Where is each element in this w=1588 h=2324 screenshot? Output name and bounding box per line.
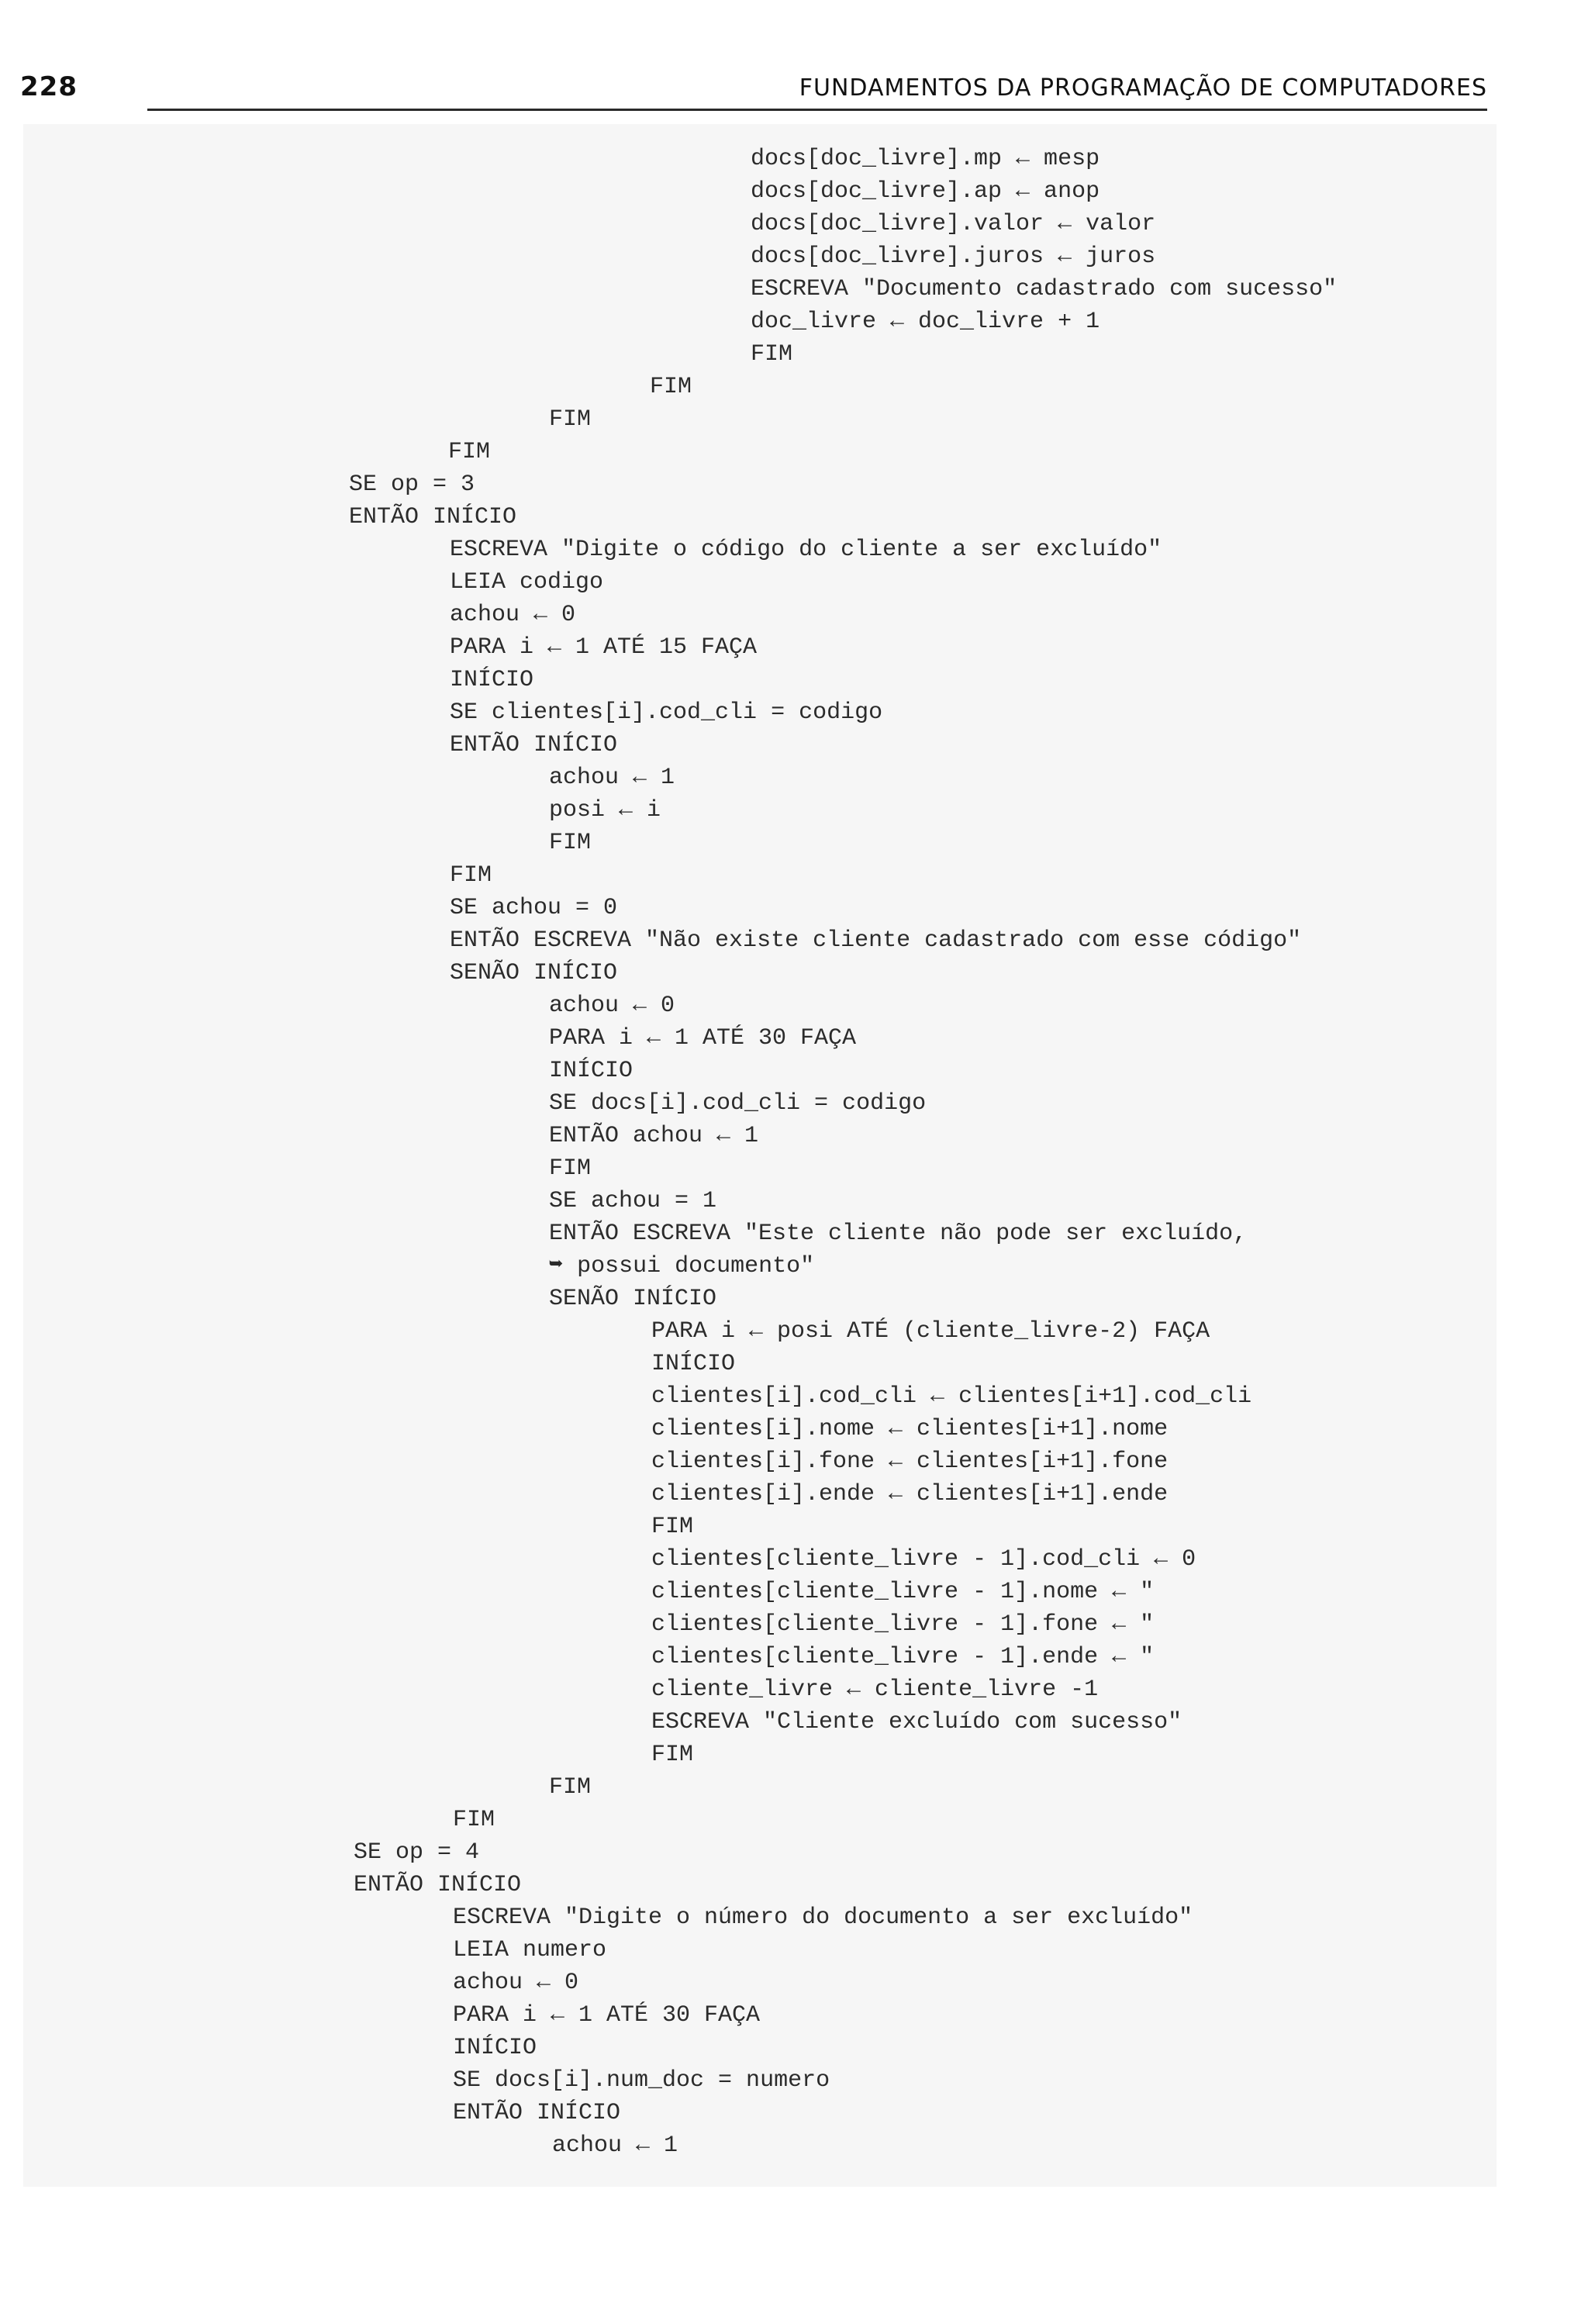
- code-line: SENÃO INÍCIO: [450, 960, 618, 986]
- code-line: clientes[cliente_livre - 1].nome ← ": [651, 1579, 1155, 1605]
- code-line: ESCREVA "Documento cadastrado com sucesso": [751, 276, 1338, 302]
- code-line: SE op = 3: [349, 471, 475, 498]
- code-line: SE docs[i].num_doc = numero: [453, 2067, 830, 2094]
- code-line: PARA i ← posi ATÉ (cliente_livre-2) FAÇA: [651, 1318, 1210, 1345]
- code-line: FIM: [450, 862, 492, 889]
- code-line: clientes[cliente_livre - 1].fone ← ": [651, 1611, 1155, 1638]
- code-line: INÍCIO: [450, 667, 534, 693]
- code-line: ENTÃO ESCREVA "Este cliente não pode ser excluído,: [549, 1221, 1248, 1247]
- code-line: FIM: [453, 1807, 495, 1833]
- code-line: ENTÃO INÍCIO: [354, 1872, 522, 1898]
- code-line: ➥ possui documento": [549, 1253, 815, 1279]
- code-background: [23, 124, 1497, 2187]
- code-line: clientes[cliente_livre - 1].cod_cli ← 0: [651, 1546, 1196, 1573]
- code-line: FIM: [651, 1514, 694, 1540]
- code-line: achou ← 1: [549, 765, 675, 791]
- code-line: FIM: [751, 341, 793, 368]
- code-line: posi ← i: [549, 797, 661, 824]
- code-line: FIM: [650, 374, 692, 400]
- code-line: ENTÃO INÍCIO: [349, 504, 517, 530]
- code-line: SE clientes[i].cod_cli = codigo: [450, 699, 883, 726]
- code-line: INÍCIO: [549, 1058, 633, 1084]
- code-line: clientes[cliente_livre - 1].ende ← ": [651, 1644, 1155, 1670]
- code-line: ENTÃO achou ← 1: [549, 1123, 759, 1149]
- code-line: cliente_livre ← cliente_livre -1: [651, 1677, 1099, 1703]
- code-line: FIM: [651, 1742, 694, 1768]
- code-line: achou ← 0: [450, 602, 576, 628]
- code-line: SENÃO INÍCIO: [549, 1286, 717, 1312]
- code-line: SE achou = 1: [549, 1188, 717, 1214]
- page-number: 228: [20, 71, 78, 102]
- code-line: LEIA codigo: [450, 569, 604, 596]
- code-line: SE docs[i].cod_cli = codigo: [549, 1090, 927, 1117]
- code-line: INÍCIO: [651, 1351, 736, 1377]
- code-line: LEIA numero: [453, 1937, 607, 1963]
- code-line: SE op = 4: [354, 1839, 480, 1866]
- running-head: FUNDAMENTOS DA PROGRAMAÇÃO DE COMPUTADORES: [799, 74, 1487, 102]
- code-line: doc_livre ← doc_livre + 1: [751, 309, 1100, 335]
- code-line: ENTÃO INÍCIO: [453, 2100, 621, 2126]
- code-line: FIM: [549, 830, 592, 856]
- code-line: ENTÃO INÍCIO: [450, 732, 618, 758]
- code-line: clientes[i].fone ← clientes[i+1].fone: [651, 1449, 1169, 1475]
- code-line: INÍCIO: [453, 2035, 537, 2061]
- code-line: FIM: [549, 406, 592, 433]
- code-line: ESCREVA "Cliente excluído com sucesso": [651, 1709, 1182, 1735]
- code-line: clientes[i].cod_cli ← clientes[i+1].cod_cli: [651, 1383, 1252, 1410]
- code-line: FIM: [549, 1774, 592, 1801]
- code-line: achou ← 0: [549, 993, 675, 1019]
- code-line: achou ← 0: [453, 1970, 579, 1996]
- code-line: achou ← 1: [552, 2132, 678, 2159]
- code-line: docs[doc_livre].valor ← valor: [751, 211, 1156, 237]
- code-line: PARA i ← 1 ATÉ 30 FAÇA: [549, 1025, 857, 1051]
- code-line: PARA i ← 1 ATÉ 30 FAÇA: [453, 2002, 761, 2029]
- code-line: docs[doc_livre].ap ← anop: [751, 178, 1100, 205]
- header-rule: [147, 109, 1487, 111]
- code-line: ESCREVA "Digite o número do documento a ser excluído": [453, 1904, 1193, 1931]
- code-line: FIM: [549, 1155, 592, 1182]
- code-line: docs[doc_livre].mp ← mesp: [751, 146, 1100, 172]
- code-line: PARA i ← 1 ATÉ 15 FAÇA: [450, 634, 758, 661]
- code-line: SE achou = 0: [450, 895, 618, 921]
- code-line: clientes[i].ende ← clientes[i+1].ende: [651, 1481, 1169, 1507]
- code-line: docs[doc_livre].juros ← juros: [751, 243, 1156, 270]
- code-line: FIM: [448, 439, 491, 465]
- code-line: clientes[i].nome ← clientes[i+1].nome: [651, 1416, 1169, 1442]
- code-line: ENTÃO ESCREVA "Não existe cliente cadastrado com esse código": [450, 927, 1302, 954]
- code-line: ESCREVA "Digite o código do cliente a ser excluído": [450, 537, 1162, 563]
